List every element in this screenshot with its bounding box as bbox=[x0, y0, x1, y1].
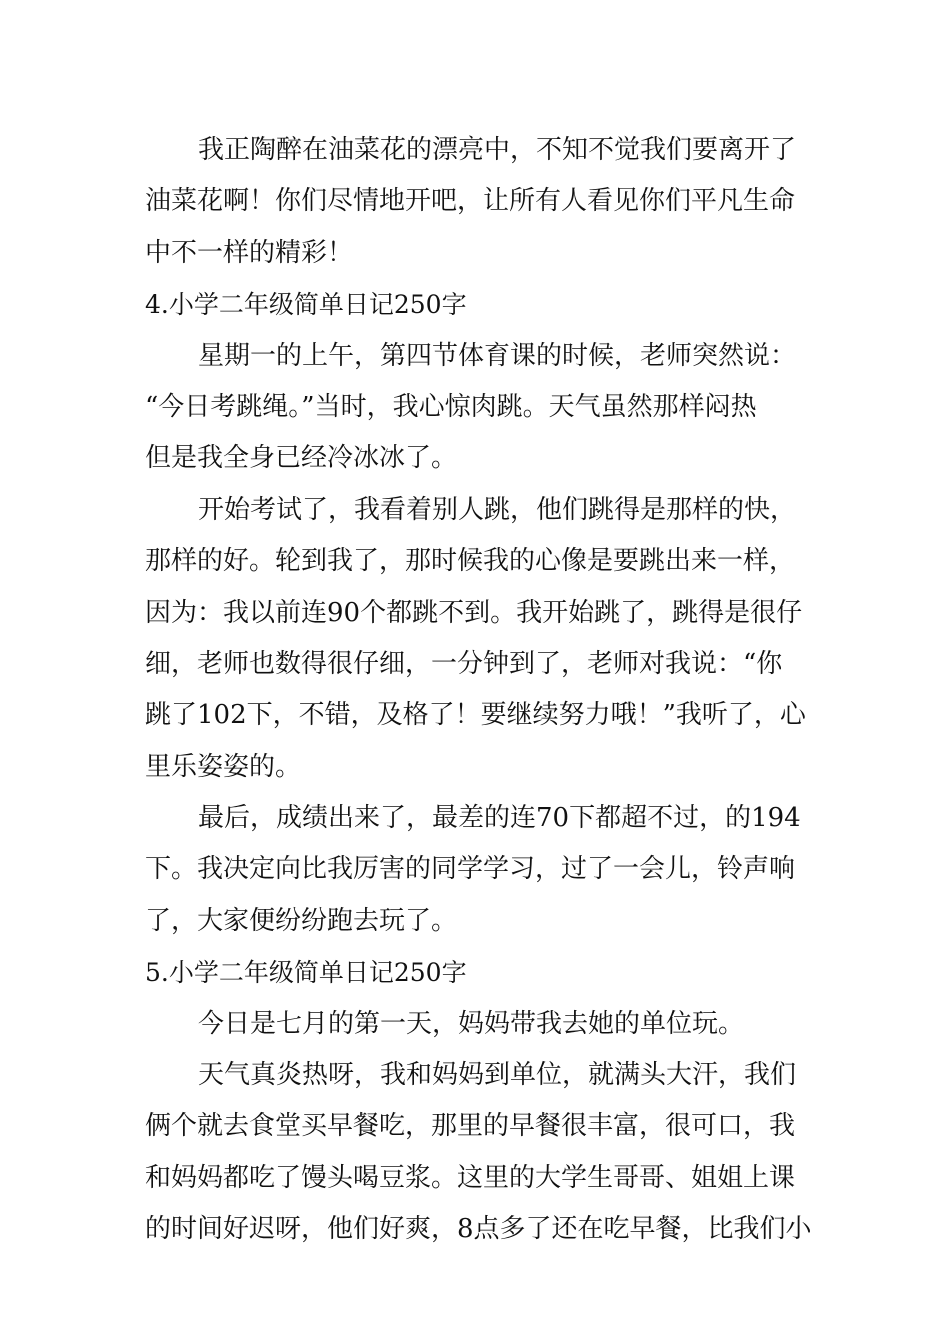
document-body bbox=[145, 125, 810, 1256]
section-heading: 4.小学二年级简单日记250字 bbox=[145, 290, 467, 320]
paragraph-line: 和妈妈都吃了馒头喝豆浆。这里的大学生哥哥、姐姐上课 bbox=[145, 1162, 796, 1193]
paragraph-line: 但是我全身已经冷冰冰了。 bbox=[145, 443, 458, 474]
paragraph-line: 下。我决定向比我厉害的同学学习，过了一会儿，铃声响 bbox=[145, 854, 796, 885]
paragraph-line: 开始考试了，我看着别人跳，他们跳得是那样的快， bbox=[198, 494, 797, 525]
paragraph-line: 了，大家便纷纷跑去玩了。 bbox=[145, 905, 458, 936]
paragraph-line: 我正陶醉在油菜花的漂亮中，不知不觉我们要离开了 bbox=[198, 135, 797, 165]
paragraph-line: 俩个就去食堂买早餐吃，那里的早餐很丰富，很可口，我 bbox=[145, 1111, 796, 1142]
paragraph-line: 天气真炎热呀，我和妈妈到单位，就满头大汗，我们 bbox=[198, 1060, 797, 1091]
paragraph-line: 里乐姿姿的。 bbox=[145, 751, 302, 782]
paragraph-line: 最后，成绩出来了，最差的连70下都超不过，的194 bbox=[198, 803, 801, 834]
paragraph-line: 中不一样的精彩！ bbox=[145, 237, 354, 268]
paragraph-line: 跳了102下，不错，及格了！要继续努力哦！”我听了，心 bbox=[145, 700, 806, 731]
paragraph-line: 的时间好迟呀，他们好爽，8点多了还在吃早餐，比我们小 bbox=[145, 1214, 812, 1245]
paragraph-line: 油菜花啊！你们尽情地开吧，让所有人看见你们平凡生命 bbox=[145, 186, 796, 217]
paragraph-line: 细，老师也数得很仔细，一分钟到了，老师对我说：“你 bbox=[145, 648, 783, 679]
paragraph-line: “今日考跳绳。”当时，我心惊肉跳。天气虽然那样闷热 bbox=[145, 391, 757, 422]
paragraph-line: 星期一的上午，第四节体育课的时候，老师突然说： bbox=[198, 340, 797, 371]
paragraph-line: 那样的好。轮到我了，那时候我的心像是要跳出来一样， bbox=[145, 546, 796, 577]
section-heading: 5.小学二年级简单日记250字 bbox=[145, 958, 467, 988]
paragraph-line: 今日是七月的第一天，妈妈带我去她的单位玩。 bbox=[198, 1008, 745, 1039]
paragraph-line: 因为：我以前连90个都跳不到。我开始跳了，跳得是很仔 bbox=[145, 597, 803, 628]
